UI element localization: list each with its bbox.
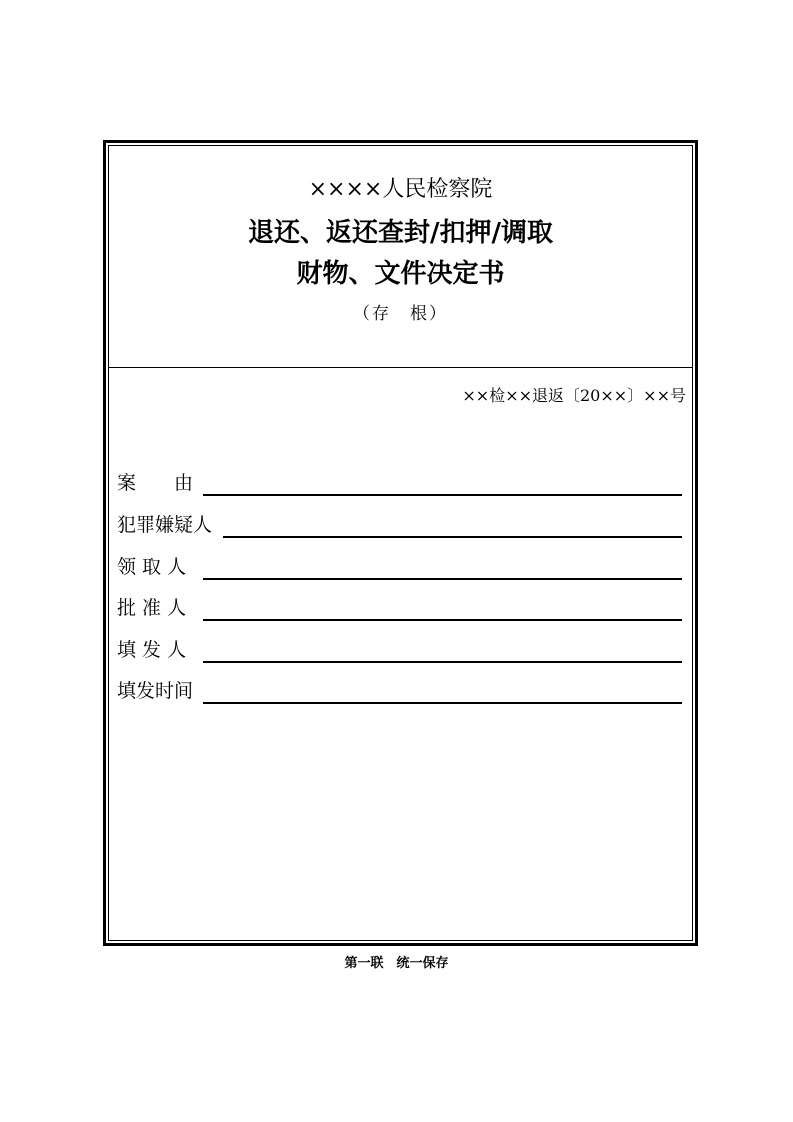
footer-copy-note: 第一联 统一保存 [344,956,449,971]
organization-name: ××××人民检察院 [308,177,493,202]
field-label: 填 发 人 [117,639,187,661]
field-label: 领 取 人 [117,556,187,578]
field-label: 批 准 人 [117,597,187,619]
field-label: 填发时间 [117,680,194,702]
field-case-cause [117,468,682,496]
field-input-line[interactable] [203,661,682,663]
document-frame [103,140,698,946]
header-block [109,146,692,368]
document-inner-frame [108,145,693,941]
field-input-line[interactable] [203,578,682,580]
document-title-line1: 退还、返还查封/扣押/调取 [248,218,553,248]
field-input-line[interactable] [203,619,682,621]
field-issue-time [117,676,682,704]
document-number: ××检××退返〔20××〕××号 [462,386,686,405]
field-approver [117,593,682,621]
field-recipient [117,552,682,580]
field-input-line[interactable] [223,536,682,538]
document-title-line2: 财物、文件决定书 [296,259,505,289]
field-input-line[interactable] [203,494,682,496]
field-issuer [117,635,682,663]
field-label: 犯罪嫌疑人 [117,514,213,536]
field-label: 案 由 [117,472,194,494]
field-input-line[interactable] [203,702,682,704]
stub-label: （存 根） [353,304,448,324]
field-suspect [117,510,682,538]
